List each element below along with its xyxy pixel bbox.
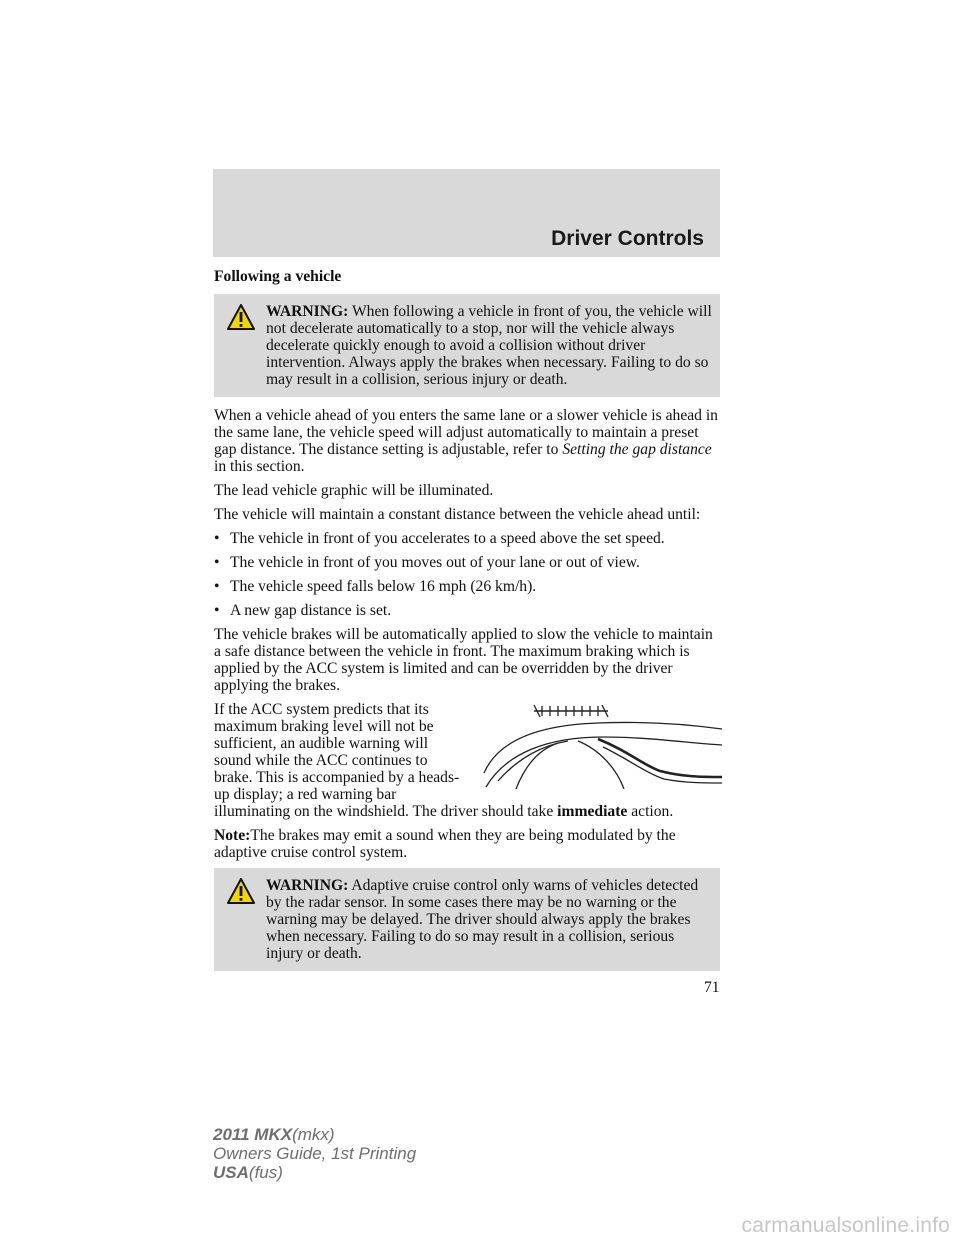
bullet-glyph: • bbox=[214, 602, 220, 619]
warning-text: When following a vehicle in front of you, the vehicle will not decelerate automatically to a stop, nor will the vehicle always decelerate quickly enough to avoid a collision without driver intervention. Always apply the brakes when necessary. Failing to do so may result in a collision, serious injury or death. bbox=[266, 303, 712, 388]
warning-box-radar bbox=[214, 868, 720, 971]
bullet-glyph: • bbox=[214, 554, 220, 571]
section-header-band bbox=[213, 169, 720, 257]
warning-box-following bbox=[214, 294, 720, 397]
note-paragraph: Note:The brakes may emit a sound when they are being modulated by the adaptive cruise control system. bbox=[214, 827, 676, 861]
bullet-glyph: • bbox=[214, 530, 220, 547]
page-number: 71 bbox=[704, 979, 720, 996]
bullet-glyph: • bbox=[214, 578, 220, 595]
note-label: Note: bbox=[214, 827, 251, 844]
footer-print-info: 2011 MKX(mkx) Owners Guide, 1st Printing USA(fus) bbox=[213, 1125, 417, 1182]
paragraph-maintain-distance: The vehicle will maintain a constant distance between the vehicle ahead until: bbox=[214, 506, 701, 523]
cross-reference: Setting the gap distance bbox=[562, 441, 712, 458]
section-title: Driver Controls bbox=[551, 227, 704, 250]
bullet-item: • The vehicle in front of you accelerates to a speed above the set speed. bbox=[214, 530, 665, 547]
paragraph-brakes: The vehicle brakes will be automatically applied to slow the vehicle to maintain a safe distance between the vehicle in front. The maximum braking which is applied by the ACC system is limited and can be overridden by the driver applying the brakes. bbox=[214, 626, 713, 694]
windshield-warning-bar-illustration bbox=[478, 703, 724, 789]
watermark: carmanualsonline.info bbox=[741, 1214, 950, 1237]
bullet-item: • The vehicle speed falls below 16 mph (26 km/h). bbox=[214, 578, 537, 595]
emphasis-immediate: immediate bbox=[557, 803, 628, 820]
paragraph-lead-graphic: The lead vehicle graphic will be illuminated. bbox=[214, 482, 494, 499]
page-content bbox=[214, 268, 720, 981]
warning-triangle-icon bbox=[226, 303, 256, 331]
bullet-item: • The vehicle in front of you moves out of your lane or out of view. bbox=[214, 554, 640, 571]
warning-text: Adaptive cruise control only warns of vehicles detected by the radar sensor. In some cases there may be no warning or the warning may be delayed. The driver should always apply the brakes when necessary. Failing to do so may result in a collision, serious injury or death. bbox=[266, 877, 699, 962]
section-heading: Following a vehicle bbox=[214, 268, 342, 285]
paragraph-gap-distance: When a vehicle ahead of you enters the same lane or a slower vehicle is ahead in the same lane, the vehicle speed will adjust automatically to maintain a preset gap distance. The distance setting is adjustable, refer to Setting the gap distance in this section. bbox=[214, 407, 718, 475]
warning-triangle-icon bbox=[226, 877, 256, 905]
paragraph-braking-warning: If the ACC system predicts that its maximum braking level will not be sufficient, an audible warning will sound while the ACC continues to brake. This is accompanied by a heads-up display; a red warning bar illuminating on the windshield. The driver should take immediate action. bbox=[214, 701, 720, 820]
warning-label: WARNING: bbox=[266, 303, 349, 320]
warning-label: WARNING: bbox=[266, 877, 349, 894]
bullet-item: • A new gap distance is set. bbox=[214, 602, 392, 619]
